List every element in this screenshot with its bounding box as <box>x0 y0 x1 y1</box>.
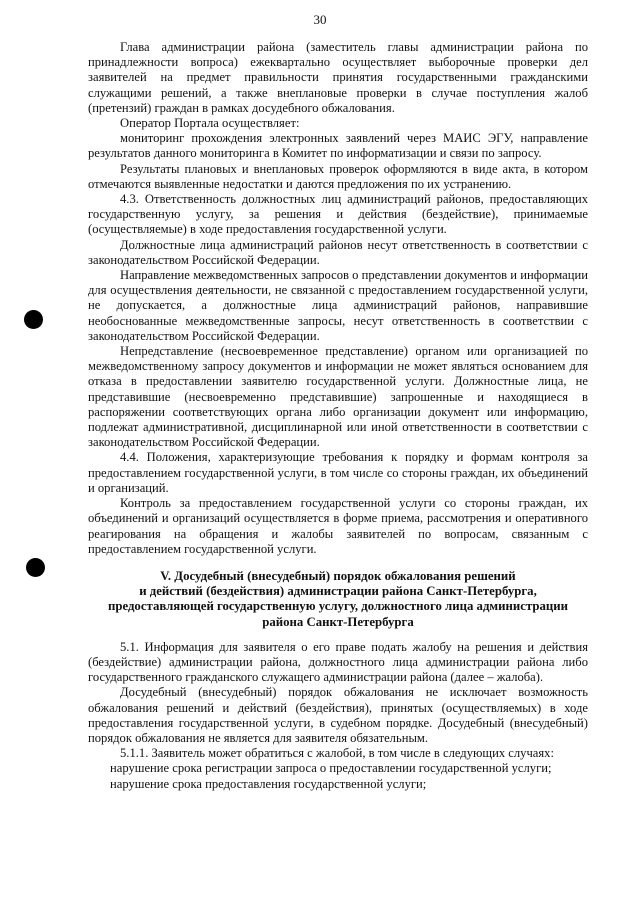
paragraph: Непредставление (несвоевременное представление) органом или организацией по межведомственному запросу документов и информации не может являться основанием для отказа в предоставлении заявителю государственной услуги. Должностные лица, не представившие (несвоевременно представившие) запрошенные и находящиеся в распоряжении соответствующих органа либо организации документ или информацию, подлежат административной, дисциплинарной или иной ответственности в соответствии с законодательством Российской Федерации. <box>88 344 588 450</box>
paragraph: Направление межведомственных запросов о представлении документов и информации для осуществления деятельности, не связанной с предоставлением государственной услуги, не допускается, а должностные лица администраций районов, направившие необоснованные межведомственные запросы, несут ответственность в соответствии с законодательством Российской Федерации. <box>88 268 588 343</box>
section-heading-line: района Санкт-Петербурга <box>262 614 414 629</box>
paragraph: 4.3. Ответственность должностных лиц администраций районов, предоставляющих государственную услугу, за решения и действия (бездействие), принимаемые (осуществляемые) в ходе предоставления государственной услуги. <box>88 192 588 237</box>
paragraph: мониторинг прохождения электронных заявлений через МАИС ЭГУ, направление результатов данного мониторинга в Комитет по информатизации и связи по запросу. <box>88 131 588 161</box>
section-heading <box>88 569 588 630</box>
paragraph: Результаты плановых и внеплановых проверок оформляются в виде акта, в котором отмечаются выявленные недостатки и даются предложения по их устранению. <box>88 161 588 191</box>
paragraph: Досудебный (внесудебный) порядок обжалования не исключает возможность обжалования решений и действий (бездействия), принятых (осуществляемых) в ходе предоставления государственной услуги, в судебном порядке. Досудебный (внесудебный) порядок обжалования не является для заявителя обязательным. <box>88 685 588 745</box>
paragraph: 4.4. Положения, характеризующие требования к порядку и формам контроля за предоставлением государственной услуги, в том числе со стороны граждан, их объединений и организаций. <box>88 450 588 495</box>
punch-hole-mark <box>26 558 45 577</box>
section-heading-line: и действий (бездействия) администрации района Санкт-Петербурга, <box>139 584 537 599</box>
punch-hole-mark <box>24 310 43 329</box>
section-heading-line: V. Досудебный (внесудебный) порядок обжалования решений <box>160 568 516 583</box>
paragraph: Контроль за предоставлением государственной услуги со стороны граждан, их объединений и организаций осуществляется в форме приема, рассмотрения и оперативного реагирования на обращения и жалобы заявителей по вопросам, связанным с предоставлением государственной услуги. <box>88 496 588 556</box>
paragraph: 5.1. Информация для заявителя о его праве подать жалобу на решения и действия (бездействие) администрации района, должностного лица администрации района либо государственного гражданского служащего администрации района (далее – жалоба). <box>88 639 588 685</box>
list-item: нарушение срока предоставления государственной услуги; <box>110 776 427 791</box>
paragraph: 5.1.1. Заявитель может обратиться с жалобой, в том числе в следующих случаях: <box>120 746 554 761</box>
paragraph: Должностные лица администраций районов несут ответственность в соответствии с законодательством Российской Федерации. <box>88 237 588 267</box>
page-number: 30 <box>313 12 327 27</box>
paragraph: Оператор Портала осуществляет: <box>120 116 300 131</box>
section-heading-line: предоставляющей государственную услугу, должностного лица администрации <box>107 599 569 614</box>
document-body <box>88 40 588 792</box>
paragraph: Глава администрации района (заместитель главы администрации района по принадлежности вопроса) ежеквартально осуществляет выборочные проверки дел заявителей на предмет правильности принятия государственными гражданскими служащими решений, а также внеплановые проверки в случае поступления жалоб (претензий) граждан в рамках досудебного обжалования. <box>88 40 588 115</box>
list-item: нарушение срока регистрации запроса о предоставлении государственной услуги; <box>110 761 552 776</box>
